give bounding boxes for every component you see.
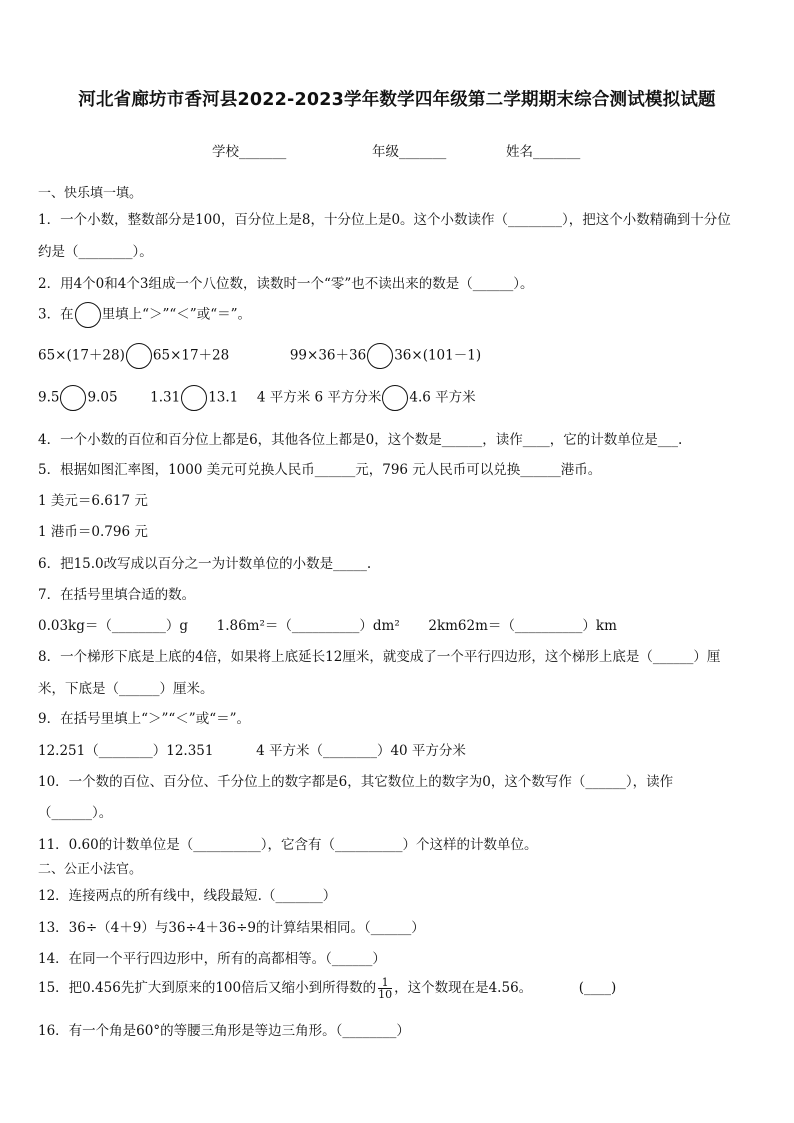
question-3-row-1 [38,343,481,369]
question-7: 7．在括号里填合适的数。 [38,587,196,603]
question-8-line-1: 8．一个梯形下底是上底的4倍，如果将上底延长12厘米，就变成了一个平行四边形，这个梯形上底是（______）厘 [38,649,721,665]
expr: 65×(17＋28) [38,347,125,364]
question-14: 14．在同一个平行四边形中，所有的高都相等。（______） [38,951,386,967]
answer-circle[interactable] [367,343,393,369]
question-5: 5．根据如图汇率图，1000 美元可兑换人民币______元，796 元人民币可以兑换______港币。 [38,462,602,478]
question-16: 16．有一个角是60°的等腰三角形是等边三角形。（________） [38,1023,410,1039]
answer-blank: (____) [578,980,617,996]
expr: 99×36＋36 [289,347,367,364]
question-6: 6．把15.0改写成以百分之一为计数单位的小数是_____. [38,556,372,572]
question-15 [38,976,616,1000]
school-field[interactable]: 学校_______ [212,144,287,160]
expr: 2km62m＝（__________）km [428,618,617,634]
expr: 12.251（________）12.351 [38,743,214,759]
question-13: 13．36÷（4＋9）与36÷4＋36÷9的计算结果相同。（______） [38,920,425,936]
expr: 9.5 [38,389,60,406]
question-12: 12．连接两点的所有线中，线段最短.（_______） [38,888,337,904]
question-4: 4．一个小数的百位和百分位上都是6，其他各位上都是0，这个数是______，读作____，它的计数单位是___. [38,432,683,448]
question-15-text-2: ，这个数现在是4.56。 [394,980,533,996]
answer-circle[interactable] [382,385,408,411]
question-11: 11．0.60的计数单位是（__________），它含有（__________）个这样的计数单位。 [38,837,538,853]
question-1-line-2: 约是（________）。 [38,244,153,260]
fraction [378,977,392,1000]
question-3 [38,302,251,328]
expr: 0.03kg＝（________）g [38,618,189,634]
expr: 65×17＋28 [152,347,230,364]
answer-circle[interactable] [60,385,86,411]
name-field[interactable]: 姓名_______ [506,144,581,160]
expr: 9.05 [87,389,118,406]
question-10-line-2: （______）。 [38,805,113,821]
rate-hkd: 1 港币＝0.796 元 [38,524,148,540]
expr: 4 平方米 6 平方分米 [256,389,382,406]
question-9-row [38,739,466,759]
question-15-text: 15．把0.456先扩大到原来的100倍后又缩小到所得数的 [38,980,377,996]
grade-field[interactable]: 年级_______ [372,144,447,160]
section-2-heading: 二、公正小法官。 [38,862,143,877]
answer-circle[interactable] [126,343,152,369]
expr: 1.31 [150,389,181,406]
fraction-numerator: 1 [378,977,392,989]
expr: 36×(101－1) [394,347,482,364]
question-2: 2．用4个0和4个3组成一个八位数，读数时一个“零”也不读出来的数是（______）。 [38,276,534,292]
question-7-row [38,614,617,634]
expr: 1.86m²＝（__________）dm² [216,618,400,634]
answer-circle[interactable] [75,302,101,328]
question-8-line-2: 米，下底是（______）厘米。 [38,681,214,697]
rate-usd: 1 美元＝6.617 元 [38,493,148,509]
question-3-prefix: 3．在 [38,306,74,323]
fraction-denominator: 10 [378,988,393,1001]
page-title: 河北省廊坊市香河县2022-2023学年数学四年级第二学期期末综合测试模拟试题 [78,90,716,110]
question-9: 9．在括号里填上“＞”“＜”或“＝”。 [38,711,250,727]
question-10-line-1: 10．一个数的百位、百分位、千分位上的数字都是6，其它数位上的数字为0，这个数写作（______），读作 [38,774,674,790]
expr: 13.1 [208,389,239,406]
answer-circle[interactable] [181,385,207,411]
question-3-suffix: 里填上“＞”“＜”或“＝”。 [101,306,252,323]
question-1-line-1: 1．一个小数，整数部分是100，百分位上是8，十分位上是0。这个小数读作（________），把这个小数精确到十分位 [38,212,731,228]
expr: 4.6 平方米 [409,389,476,406]
expr: 4 平方米（________）40 平方分米 [256,743,466,759]
question-3-row-2 [38,385,476,411]
section-1-heading: 一、快乐填一填。 [38,186,143,201]
